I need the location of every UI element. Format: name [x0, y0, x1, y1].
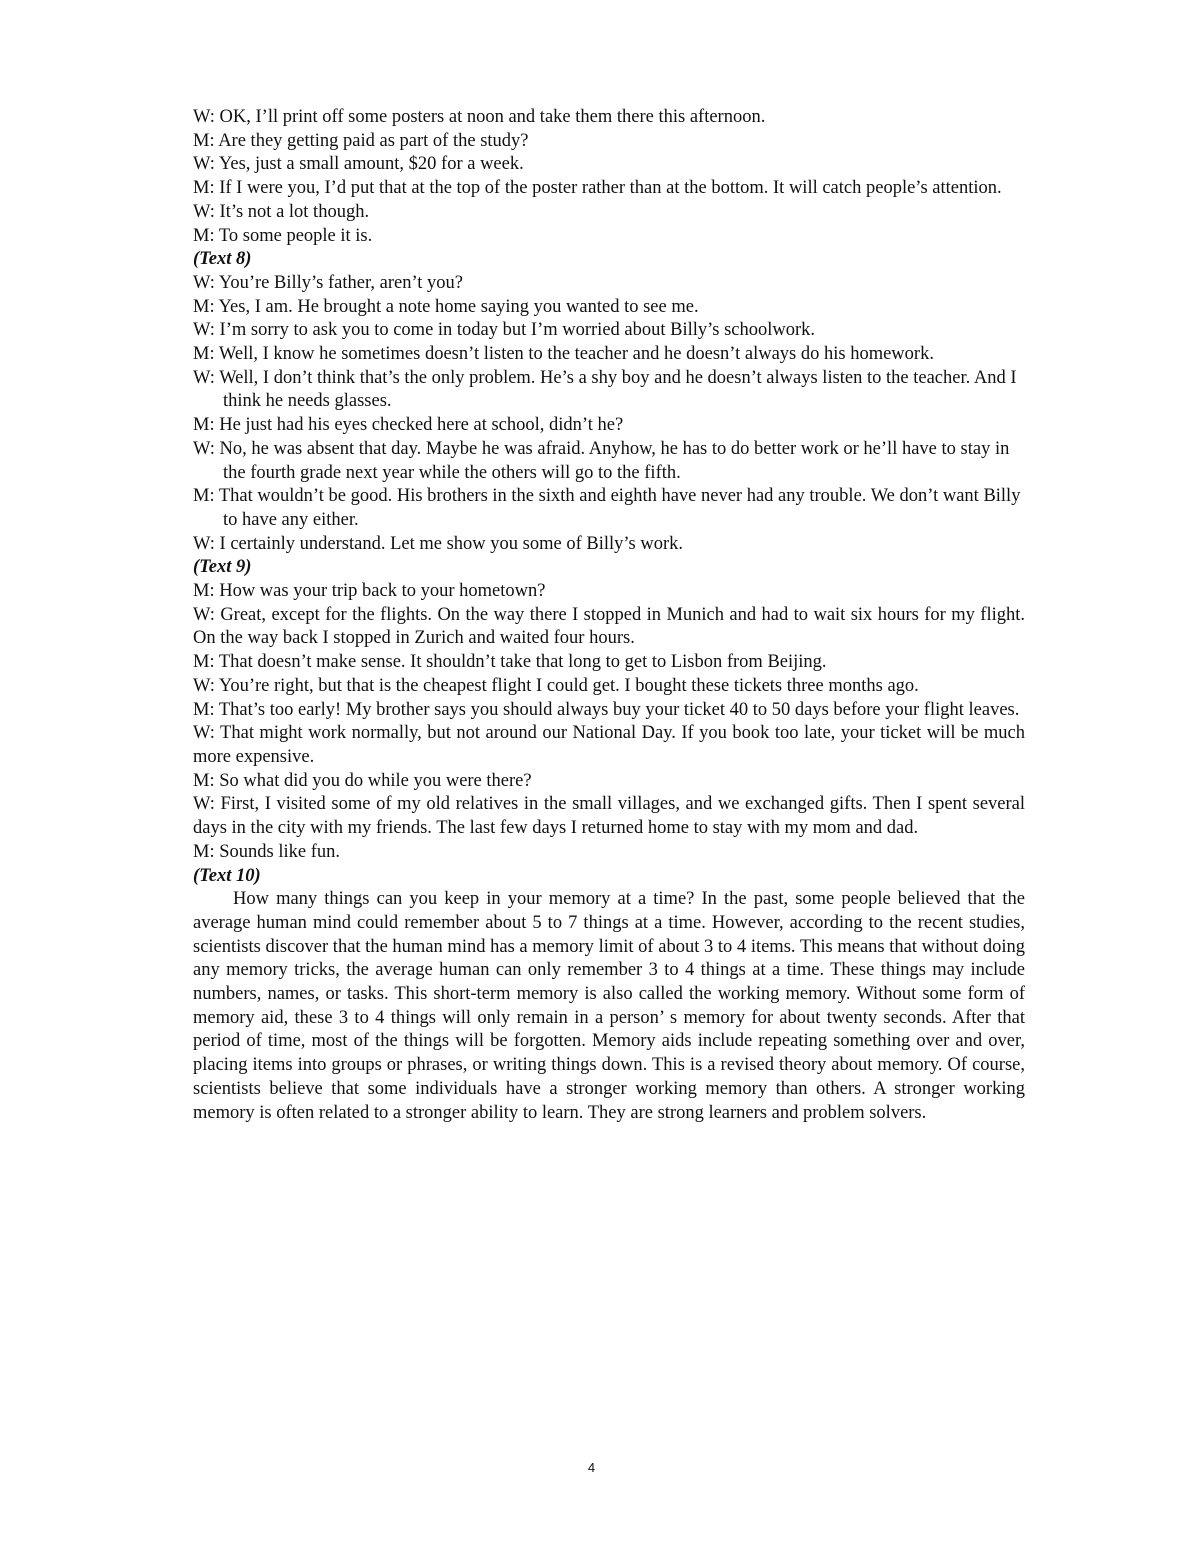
dialogue-line: M: Yes, I am. He brought a note home saying you wanted to see me. — [193, 296, 699, 317]
section-heading-text10: (Text 10) — [193, 865, 261, 886]
page-number: 4 — [587, 1460, 596, 1475]
dialogue-line: M: To some people it is. — [193, 225, 373, 246]
dialogue-line: W: Great, except for the flights. On the way there I stopped in Munich and had to wait six hours for my flight. On the way back I stopped in Zurich and waited four hours. — [193, 604, 1025, 649]
dialogue-line: M: Sounds like fun. — [193, 841, 340, 862]
dialogue-line: M: That wouldn’t be good. His brothers in the sixth and eighth have never had any trouble. We don’t want Billy to have any either. — [193, 486, 1021, 530]
dialogue-line: W: You’re Billy’s father, aren’t you? — [193, 272, 464, 293]
dialogue-line: W: No, he was absent that day. Maybe he was afraid. Anyhow, he has to do better work or he’ll have to stay in the fourth grade next year while the others will go to the fifth. — [193, 438, 1010, 483]
dialogue-line: M: He just had his eyes checked here at school, didn’t he? — [193, 415, 624, 436]
dialogue-line: M: Well, I know he sometimes doesn’t listen to the teacher and he doesn’t always do his homework. — [193, 344, 934, 365]
dialogue-line: W: It’s not a lot though. — [193, 201, 370, 222]
dialogue-line: W: I certainly understand. Let me show you some of Billy’s work. — [193, 533, 683, 554]
dialogue-line: M: How was your trip back to your hometown? — [193, 581, 546, 602]
dialogue-line: W: Well, I don’t think that’s the only problem. He’s a shy boy and he doesn’t always listen to the teacher. And I think he needs glasses. — [193, 367, 1017, 412]
section-heading-text9: (Text 9) — [193, 557, 252, 578]
dialogue-line: W: First, I visited some of my old relatives in the small villages, and we exchanged gifts. Then I spent several days in the city with my friends. The last few days I returned home to stay with my mom and dad. — [193, 794, 1025, 839]
document-page — [193, 106, 1025, 1125]
dialogue-line: W: Yes, just a small amount, $20 for a week. — [193, 154, 524, 175]
dialogue-line: W: You’re right, but that is the cheapest flight I could get. I bought these tickets three months ago. — [193, 675, 919, 696]
dialogue-line: W: I’m sorry to ask you to come in today but I’m worried about Billy’s schoolwork. — [193, 320, 816, 341]
dialogue-line: M: That doesn’t make sense. It shouldn’t take that long to get to Lisbon from Beijing. — [193, 652, 827, 673]
dialogue-line: M: Are they getting paid as part of the study? — [193, 130, 529, 151]
section-heading-text8: (Text 8) — [193, 249, 252, 270]
dialogue-line: M: That’s too early! My brother says you should always buy your ticket 40 to 50 days before your flight leaves. — [193, 699, 1020, 720]
dialogue-line: M: If I were you, I’d put that at the top of the poster rather than at the bottom. It will catch people’s attention. — [193, 178, 1002, 199]
dialogue-line: W: That might work normally, but not around our National Day. If you book too late, your ticket will be much more expensive. — [193, 723, 1025, 767]
dialogue-line: M: So what did you do while you were there? — [193, 770, 532, 791]
passage-paragraph: How many things can you keep in your memory at a time? In the past, some people believed that the average human mind could remember about 5 to 7 things at a time. However, according to the recent studies, scientists discover that the human mind has a memory limit of about 3 to 4 items. This means that without doing any memory tricks, the average human can only remember 3 to 4 things at a time. These things may include numbers, names, or tasks. This short-term memory is also called the working memory. Without some form of memory aid, these 3 to 4 things will only remain in a person’ s memory for about twenty seconds. After that period of time, most of the things will be forgotten. Memory aids include repeating something over and over, placing items into groups or phrases, or writing things down. This is a revised theory about memory. Of course, scientists believe that some individuals have a stronger working memory than others. A stronger working memory is often related to a stronger ability to learn. They are strong learners and problem solvers. — [193, 889, 1025, 1123]
dialogue-line: W: OK, I’ll print off some posters at noon and take them there this afternoon. — [193, 107, 766, 127]
